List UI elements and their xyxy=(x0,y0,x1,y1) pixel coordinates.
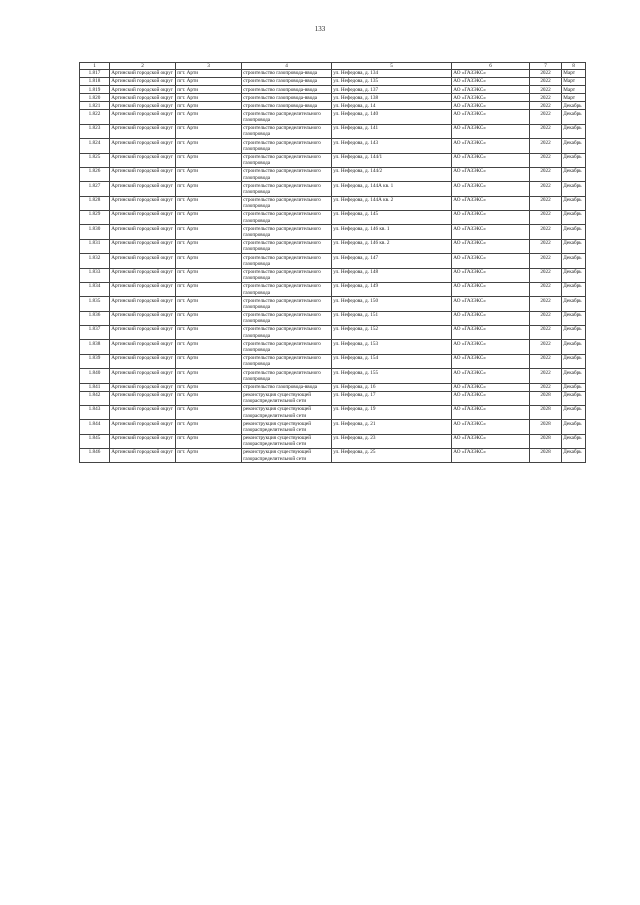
address-cell: ул. Нефедова, д. 144/1 xyxy=(332,153,452,167)
month-cell: Декабрь xyxy=(562,211,586,225)
address-cell: ул. Нефедова, д. 14 xyxy=(332,102,452,110)
row-number-cell: 1.831 xyxy=(80,239,110,253)
month-cell: Декабрь xyxy=(562,311,586,325)
row-number-cell: 1.834 xyxy=(80,282,110,296)
settlement-cell: пгт. Арти xyxy=(176,405,242,419)
row-number-cell: 1.844 xyxy=(80,420,110,434)
year-cell: 2028 xyxy=(530,391,562,405)
settlement-cell: пгт. Арти xyxy=(176,86,242,94)
year-cell: 2028 xyxy=(530,449,562,463)
settlement-cell: пгт. Арти xyxy=(176,102,242,110)
work-type-cell: строительство распределительного газопровода xyxy=(242,139,332,153)
organization-cell: АО «ГАЗЭКС» xyxy=(452,78,530,86)
settlement-cell: пгт. Арти xyxy=(176,340,242,354)
district-cell: Артинский городской округ xyxy=(110,167,176,181)
table-row xyxy=(80,268,586,282)
month-cell: Декабрь xyxy=(562,405,586,419)
district-cell: Артинский городской округ xyxy=(110,94,176,102)
work-type-cell: строительство газопровода-ввода xyxy=(242,383,332,391)
work-type-cell: строительство распределительного газопровода xyxy=(242,340,332,354)
settlement-cell: пгт. Арти xyxy=(176,110,242,124)
settlement-cell: пгт. Арти xyxy=(176,420,242,434)
month-cell: Декабрь xyxy=(562,434,586,448)
month-cell: Декабрь xyxy=(562,102,586,110)
settlement-cell: пгт. Арти xyxy=(176,139,242,153)
row-number-cell: 1.840 xyxy=(80,369,110,383)
organization-cell: АО «ГАЗЭКС» xyxy=(452,124,530,138)
column-header: 4 xyxy=(242,63,332,70)
month-cell: Декабрь xyxy=(562,369,586,383)
row-number-cell: 1.839 xyxy=(80,354,110,368)
organization-cell: АО «ГАЗЭКС» xyxy=(452,405,530,419)
work-type-cell: строительство распределительного газопровода xyxy=(242,297,332,311)
month-cell: Декабрь xyxy=(562,326,586,340)
year-cell: 2022 xyxy=(530,124,562,138)
work-type-cell: строительство газопровода-ввода xyxy=(242,86,332,94)
year-cell: 2022 xyxy=(530,311,562,325)
row-number-cell: 1.825 xyxy=(80,153,110,167)
district-cell: Артинский городской округ xyxy=(110,102,176,110)
address-cell: ул. Нефедова, д. 144А кв. 1 xyxy=(332,182,452,196)
year-cell: 2028 xyxy=(530,405,562,419)
row-number-cell: 1.818 xyxy=(80,78,110,86)
settlement-cell: пгт. Арти xyxy=(176,449,242,463)
year-cell: 2022 xyxy=(530,297,562,311)
settlement-cell: пгт. Арти xyxy=(176,78,242,86)
district-cell: Артинский городской округ xyxy=(110,297,176,311)
work-type-cell: строительство распределительного газопровода xyxy=(242,268,332,282)
district-cell: Артинский городской округ xyxy=(110,405,176,419)
table-row xyxy=(80,139,586,153)
settlement-cell: пгт. Арти xyxy=(176,391,242,405)
settlement-cell: пгт. Арти xyxy=(176,254,242,268)
district-cell: Артинский городской округ xyxy=(110,225,176,239)
month-cell: Декабрь xyxy=(562,124,586,138)
address-cell: ул. Нефедова, д. 138 xyxy=(332,94,452,102)
district-cell: Артинский городской округ xyxy=(110,139,176,153)
settlement-cell: пгт. Арти xyxy=(176,369,242,383)
address-cell: ул. Нефедова, д. 143 xyxy=(332,139,452,153)
settlement-cell: пгт. Арти xyxy=(176,70,242,78)
month-cell: Декабрь xyxy=(562,268,586,282)
address-cell: ул. Нефедова, д. 19 xyxy=(332,405,452,419)
row-number-cell: 1.823 xyxy=(80,124,110,138)
month-cell: Декабрь xyxy=(562,391,586,405)
table-row xyxy=(80,124,586,138)
address-cell: ул. Нефедова, д. 148 xyxy=(332,268,452,282)
organization-cell: АО «ГАЗЭКС» xyxy=(452,139,530,153)
month-cell: Декабрь xyxy=(562,282,586,296)
district-cell: Артинский городской округ xyxy=(110,124,176,138)
organization-cell: АО «ГАЗЭКС» xyxy=(452,268,530,282)
table-row xyxy=(80,369,586,383)
organization-cell: АО «ГАЗЭКС» xyxy=(452,434,530,448)
month-cell: Декабрь xyxy=(562,225,586,239)
table-row xyxy=(80,153,586,167)
table-row xyxy=(80,86,586,94)
work-type-cell: строительство распределительного газопровода xyxy=(242,196,332,210)
month-cell: Декабрь xyxy=(562,239,586,253)
table-row xyxy=(80,383,586,391)
district-cell: Артинский городской округ xyxy=(110,391,176,405)
work-type-cell: строительство распределительного газопровода xyxy=(242,282,332,296)
month-cell: Декабрь xyxy=(562,449,586,463)
year-cell: 2022 xyxy=(530,153,562,167)
address-cell: ул. Нефедова, д. 147 xyxy=(332,254,452,268)
month-cell: Декабрь xyxy=(562,340,586,354)
row-number-cell: 1.845 xyxy=(80,434,110,448)
table-row xyxy=(80,420,586,434)
organization-cell: АО «ГАЗЭКС» xyxy=(452,354,530,368)
year-cell: 2022 xyxy=(530,196,562,210)
address-cell: ул. Нефедова, д. 155 xyxy=(332,369,452,383)
organization-cell: АО «ГАЗЭКС» xyxy=(452,70,530,78)
table-row xyxy=(80,297,586,311)
work-type-cell: строительство распределительного газопровода xyxy=(242,254,332,268)
settlement-cell: пгт. Арти xyxy=(176,225,242,239)
settlement-cell: пгт. Арти xyxy=(176,124,242,138)
table-row xyxy=(80,391,586,405)
settlement-cell: пгт. Арти xyxy=(176,239,242,253)
address-cell: ул. Нефедова, д. 25 xyxy=(332,449,452,463)
work-type-cell: строительство распределительного газопровода xyxy=(242,167,332,181)
work-type-cell: строительство распределительного газопровода xyxy=(242,110,332,124)
settlement-cell: пгт. Арти xyxy=(176,153,242,167)
settlement-cell: пгт. Арти xyxy=(176,434,242,448)
year-cell: 2022 xyxy=(530,239,562,253)
district-cell: Артинский городской округ xyxy=(110,326,176,340)
settlement-cell: пгт. Арти xyxy=(176,383,242,391)
table-row xyxy=(80,449,586,463)
row-number-cell: 1.820 xyxy=(80,94,110,102)
year-cell: 2022 xyxy=(530,70,562,78)
table-row xyxy=(80,78,586,86)
settlement-cell: пгт. Арти xyxy=(176,282,242,296)
month-cell: Декабрь xyxy=(562,383,586,391)
row-number-cell: 1.836 xyxy=(80,311,110,325)
table-row xyxy=(80,311,586,325)
schedule-table xyxy=(79,62,586,463)
row-number-cell: 1.826 xyxy=(80,167,110,181)
address-cell: ул. Нефедова, д. 153 xyxy=(332,340,452,354)
year-cell: 2022 xyxy=(530,282,562,296)
organization-cell: АО «ГАЗЭКС» xyxy=(452,153,530,167)
address-cell: ул. Нефедова, д. 137 xyxy=(332,86,452,94)
year-cell: 2022 xyxy=(530,78,562,86)
work-type-cell: строительство распределительного газопровода xyxy=(242,369,332,383)
settlement-cell: пгт. Арти xyxy=(176,94,242,102)
district-cell: Артинский городской округ xyxy=(110,254,176,268)
table-row xyxy=(80,282,586,296)
work-type-cell: строительство газопровода-ввода xyxy=(242,70,332,78)
organization-cell: АО «ГАЗЭКС» xyxy=(452,340,530,354)
organization-cell: АО «ГАЗЭКС» xyxy=(452,86,530,94)
work-type-cell: строительство распределительного газопровода xyxy=(242,239,332,253)
district-cell: Артинский городской округ xyxy=(110,434,176,448)
month-cell: Декабрь xyxy=(562,196,586,210)
district-cell: Артинский городской округ xyxy=(110,268,176,282)
table-row xyxy=(80,340,586,354)
month-cell: Декабрь xyxy=(562,297,586,311)
year-cell: 2022 xyxy=(530,369,562,383)
row-number-cell: 1.833 xyxy=(80,268,110,282)
work-type-cell: реконструкция существующей газораспределительной сети xyxy=(242,420,332,434)
row-number-cell: 1.837 xyxy=(80,326,110,340)
address-cell: ул. Нефедова, д. 140 xyxy=(332,110,452,124)
settlement-cell: пгт. Арти xyxy=(176,167,242,181)
district-cell: Артинский городской округ xyxy=(110,340,176,354)
work-type-cell: строительство газопровода-ввода xyxy=(242,102,332,110)
settlement-cell: пгт. Арти xyxy=(176,326,242,340)
year-cell: 2022 xyxy=(530,167,562,181)
year-cell: 2022 xyxy=(530,102,562,110)
year-cell: 2022 xyxy=(530,340,562,354)
table-row xyxy=(80,254,586,268)
column-header: 2 xyxy=(110,63,176,70)
work-type-cell: реконструкция существующей газораспределительной сети xyxy=(242,405,332,419)
work-type-cell: строительство распределительного газопровода xyxy=(242,182,332,196)
address-cell: ул. Нефедова, д. 21 xyxy=(332,420,452,434)
row-number-cell: 1.827 xyxy=(80,182,110,196)
year-cell: 2022 xyxy=(530,225,562,239)
month-cell: Декабрь xyxy=(562,420,586,434)
year-cell: 2022 xyxy=(530,211,562,225)
column-header: 3 xyxy=(176,63,242,70)
address-cell: ул. Нефедова, д. 16 xyxy=(332,383,452,391)
work-type-cell: строительство распределительного газопровода xyxy=(242,354,332,368)
table-row xyxy=(80,239,586,253)
row-number-cell: 1.841 xyxy=(80,383,110,391)
page-number: 133 xyxy=(314,25,326,33)
work-type-cell: строительство распределительного газопровода xyxy=(242,153,332,167)
address-cell: ул. Нефедова, д. 17 xyxy=(332,391,452,405)
work-type-cell: строительство распределительного газопровода xyxy=(242,311,332,325)
address-cell: ул. Нефедова, д. 152 xyxy=(332,326,452,340)
row-number-cell: 1.843 xyxy=(80,405,110,419)
column-header: 1 xyxy=(80,63,110,70)
settlement-cell: пгт. Арти xyxy=(176,268,242,282)
row-number-cell: 1.824 xyxy=(80,139,110,153)
organization-cell: АО «ГАЗЭКС» xyxy=(452,102,530,110)
organization-cell: АО «ГАЗЭКС» xyxy=(452,182,530,196)
address-cell: ул. Нефедова, д. 154 xyxy=(332,354,452,368)
month-cell: Декабрь xyxy=(562,254,586,268)
address-cell: ул. Нефедова, д. 135 xyxy=(332,78,452,86)
row-number-cell: 1.828 xyxy=(80,196,110,210)
address-cell: ул. Нефедова, д. 146 кв. 1 xyxy=(332,225,452,239)
row-number-cell: 1.838 xyxy=(80,340,110,354)
work-type-cell: строительство распределительного газопровода xyxy=(242,326,332,340)
row-number-cell: 1.835 xyxy=(80,297,110,311)
work-type-cell: строительство распределительного газопровода xyxy=(242,225,332,239)
work-type-cell: реконструкция существующей газораспределительной сети xyxy=(242,449,332,463)
table-row xyxy=(80,110,586,124)
month-cell: Декабрь xyxy=(562,153,586,167)
table-row xyxy=(80,182,586,196)
row-number-cell: 1.846 xyxy=(80,449,110,463)
work-type-cell: реконструкция существующей газораспределительной сети xyxy=(242,434,332,448)
organization-cell: АО «ГАЗЭКС» xyxy=(452,311,530,325)
month-cell: Март xyxy=(562,70,586,78)
table-row xyxy=(80,211,586,225)
district-cell: Артинский городской округ xyxy=(110,449,176,463)
month-cell: Март xyxy=(562,78,586,86)
settlement-cell: пгт. Арти xyxy=(176,211,242,225)
district-cell: Артинский городской округ xyxy=(110,196,176,210)
work-type-cell: строительство распределительного газопровода xyxy=(242,124,332,138)
year-cell: 2022 xyxy=(530,383,562,391)
address-cell: ул. Нефедова, д. 145 xyxy=(332,211,452,225)
work-type-cell: строительство газопровода-ввода xyxy=(242,94,332,102)
row-number-cell: 1.832 xyxy=(80,254,110,268)
year-cell: 2022 xyxy=(530,110,562,124)
organization-cell: АО «ГАЗЭКС» xyxy=(452,239,530,253)
organization-cell: АО «ГАЗЭКС» xyxy=(452,225,530,239)
district-cell: Артинский городской округ xyxy=(110,211,176,225)
district-cell: Артинский городской округ xyxy=(110,420,176,434)
month-cell: Март xyxy=(562,86,586,94)
work-type-cell: реконструкция существующей газораспределительной сети xyxy=(242,391,332,405)
year-cell: 2022 xyxy=(530,182,562,196)
district-cell: Артинский городской округ xyxy=(110,354,176,368)
district-cell: Артинский городской округ xyxy=(110,239,176,253)
organization-cell: АО «ГАЗЭКС» xyxy=(452,391,530,405)
work-type-cell: строительство газопровода-ввода xyxy=(242,78,332,86)
month-cell: Март xyxy=(562,94,586,102)
month-cell: Декабрь xyxy=(562,182,586,196)
table-row xyxy=(80,405,586,419)
district-cell: Артинский городской округ xyxy=(110,282,176,296)
organization-cell: АО «ГАЗЭКС» xyxy=(452,282,530,296)
column-header: 8 xyxy=(562,63,586,70)
address-cell: ул. Нефедова, д. 144А кв. 2 xyxy=(332,196,452,210)
row-number-cell: 1.830 xyxy=(80,225,110,239)
year-cell: 2022 xyxy=(530,139,562,153)
address-cell: ул. Нефедова, д. 150 xyxy=(332,297,452,311)
year-cell: 2028 xyxy=(530,434,562,448)
settlement-cell: пгт. Арти xyxy=(176,196,242,210)
address-cell: ул. Нефедова, д. 144/2 xyxy=(332,167,452,181)
year-cell: 2022 xyxy=(530,268,562,282)
address-cell: ул. Нефедова, д. 141 xyxy=(332,124,452,138)
settlement-cell: пгт. Арти xyxy=(176,297,242,311)
column-header: 7 xyxy=(530,63,562,70)
address-cell: ул. Нефедова, д. 149 xyxy=(332,282,452,296)
row-number-cell: 1.822 xyxy=(80,110,110,124)
organization-cell: АО «ГАЗЭКС» xyxy=(452,196,530,210)
organization-cell: АО «ГАЗЭКС» xyxy=(452,110,530,124)
organization-cell: АО «ГАЗЭКС» xyxy=(452,420,530,434)
organization-cell: АО «ГАЗЭКС» xyxy=(452,211,530,225)
year-cell: 2022 xyxy=(530,326,562,340)
table-row xyxy=(80,102,586,110)
table-row xyxy=(80,354,586,368)
settlement-cell: пгт. Арти xyxy=(176,311,242,325)
year-cell: 2022 xyxy=(530,86,562,94)
year-cell: 2022 xyxy=(530,354,562,368)
row-number-cell: 1.819 xyxy=(80,86,110,94)
year-cell: 2022 xyxy=(530,94,562,102)
organization-cell: АО «ГАЗЭКС» xyxy=(452,383,530,391)
address-cell: ул. Нефедова, д. 23 xyxy=(332,434,452,448)
settlement-cell: пгт. Арти xyxy=(176,354,242,368)
table-body xyxy=(80,63,586,463)
address-cell: ул. Нефедова, д. 151 xyxy=(332,311,452,325)
row-number-cell: 1.817 xyxy=(80,70,110,78)
organization-cell: АО «ГАЗЭКС» xyxy=(452,449,530,463)
table-row xyxy=(80,434,586,448)
district-cell: Артинский городской округ xyxy=(110,369,176,383)
year-cell: 2022 xyxy=(530,254,562,268)
district-cell: Артинский городской округ xyxy=(110,110,176,124)
month-cell: Декабрь xyxy=(562,167,586,181)
row-number-cell: 1.821 xyxy=(80,102,110,110)
district-cell: Артинский городской округ xyxy=(110,86,176,94)
address-cell: ул. Нефедова, д. 134 xyxy=(332,70,452,78)
organization-cell: АО «ГАЗЭКС» xyxy=(452,297,530,311)
work-type-cell: строительство распределительного газопровода xyxy=(242,211,332,225)
table-row xyxy=(80,94,586,102)
table-row xyxy=(80,70,586,78)
district-cell: Артинский городской округ xyxy=(110,70,176,78)
table-row xyxy=(80,196,586,210)
row-number-cell: 1.842 xyxy=(80,391,110,405)
organization-cell: АО «ГАЗЭКС» xyxy=(452,326,530,340)
month-cell: Декабрь xyxy=(562,354,586,368)
organization-cell: АО «ГАЗЭКС» xyxy=(452,94,530,102)
district-cell: Артинский городской округ xyxy=(110,383,176,391)
column-number-header-row xyxy=(80,63,586,70)
table-row xyxy=(80,225,586,239)
organization-cell: АО «ГАЗЭКС» xyxy=(452,167,530,181)
district-cell: Артинский городской округ xyxy=(110,78,176,86)
month-cell: Декабрь xyxy=(562,110,586,124)
column-header: 5 xyxy=(332,63,452,70)
settlement-cell: пгт. Арти xyxy=(176,182,242,196)
column-header: 6 xyxy=(452,63,530,70)
month-cell: Декабрь xyxy=(562,139,586,153)
address-cell: ул. Нефедова, д. 146 кв. 2 xyxy=(332,239,452,253)
district-cell: Артинский городской округ xyxy=(110,182,176,196)
table-row xyxy=(80,167,586,181)
organization-cell: АО «ГАЗЭКС» xyxy=(452,254,530,268)
organization-cell: АО «ГАЗЭКС» xyxy=(452,369,530,383)
row-number-cell: 1.829 xyxy=(80,211,110,225)
year-cell: 2028 xyxy=(530,420,562,434)
table-row xyxy=(80,326,586,340)
district-cell: Артинский городской округ xyxy=(110,311,176,325)
district-cell: Артинский городской округ xyxy=(110,153,176,167)
